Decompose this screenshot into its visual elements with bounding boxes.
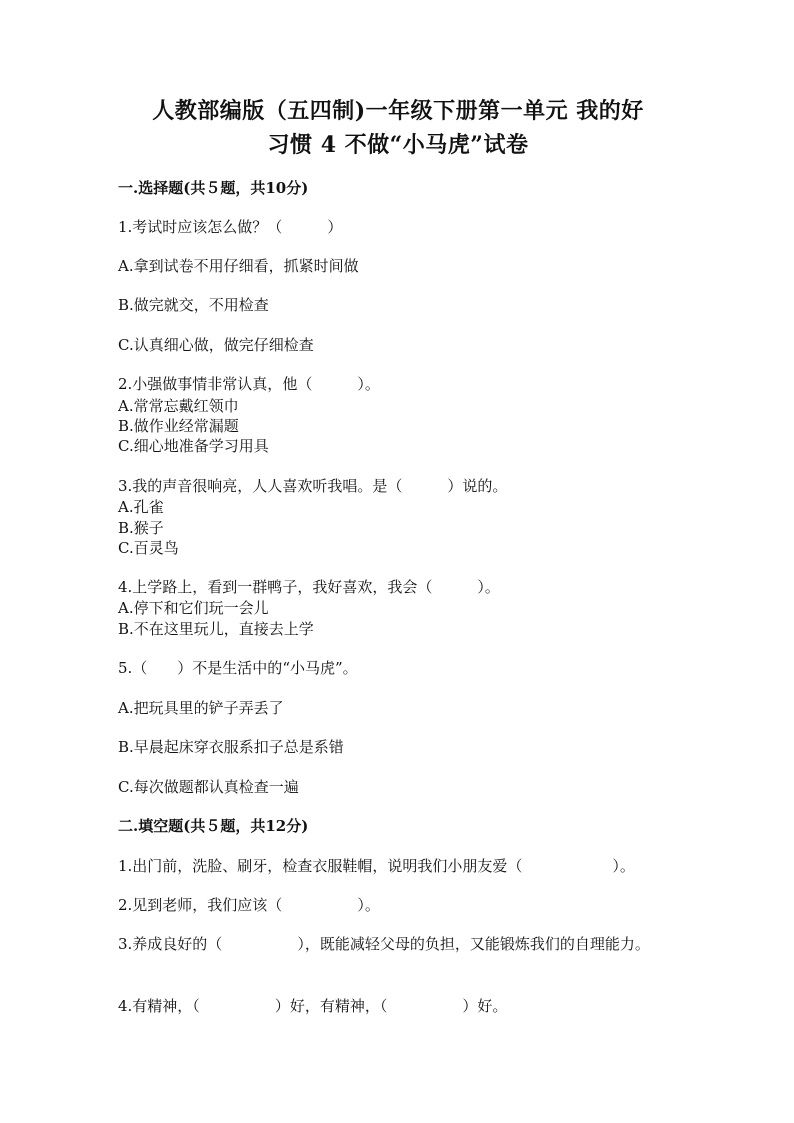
- question-stem: 1.考试时应该怎么做？（ ）: [118, 218, 343, 236]
- question-stem: 5.（ ）不是生活中的“小马虎”。: [118, 659, 358, 677]
- question-option: A.停下和它们玩一会儿: [118, 599, 269, 617]
- question-option: A.拿到试卷不用仔细看，抓紧时间做: [118, 257, 359, 275]
- question-option: B.做完就交，不用检查: [118, 296, 269, 314]
- question-option: C.每次做题都认真检查一遍: [118, 778, 299, 796]
- question-stem: 3.养成良好的（ ），既能减轻父母的负担，又能锻炼我们的自理能力。: [118, 935, 650, 953]
- question-stem: 3.我的声音很响亮，人人喜欢听我唱。是（ ）说的。: [118, 477, 508, 495]
- question-option: B.不在这里玩儿，直接去上学: [118, 620, 314, 638]
- question-stem: 4.上学路上，看到一群鸭子，我好喜欢，我会（ ）。: [118, 578, 500, 596]
- section-heading-choice: 一.选择题(共５题，共10分): [118, 179, 309, 197]
- document-title-line-2: 习惯 4 不做“小马虎”试卷: [267, 132, 529, 158]
- question-option: C.细心地准备学习用具: [118, 437, 269, 455]
- question-stem: 2.见到老师，我们应该（ ）。: [118, 896, 380, 914]
- question-option: A.把玩具里的铲子弄丢了: [118, 699, 284, 717]
- question-stem: 2.小强做事情非常认真，他（ ）。: [118, 375, 380, 393]
- question-option: A.孔雀: [118, 498, 164, 516]
- question-option: C.认真细心做，做完仔细检查: [118, 336, 314, 354]
- question-stem: 4.有精神，（ ）好，有精神，（ ）好。: [118, 997, 508, 1015]
- section-heading-fill-in: 二.填空题(共５题，共12分): [118, 817, 309, 835]
- question-option: B.做作业经常漏题: [118, 417, 239, 435]
- question-option: B.猴子: [118, 519, 164, 537]
- question-option: C.百灵鸟: [118, 539, 179, 557]
- question-stem: 1.出门前，洗脸、刷牙，检查衣服鞋帽，说明我们小朋友爱（ ）。: [118, 857, 635, 875]
- document-title-line-1: 人教部编版（五四制)一年级下册第一单元 我的好: [152, 98, 644, 124]
- question-option: A.常常忘戴红领巾: [118, 397, 239, 415]
- question-option: B.早晨起床穿衣服系扣子总是系错: [118, 738, 344, 756]
